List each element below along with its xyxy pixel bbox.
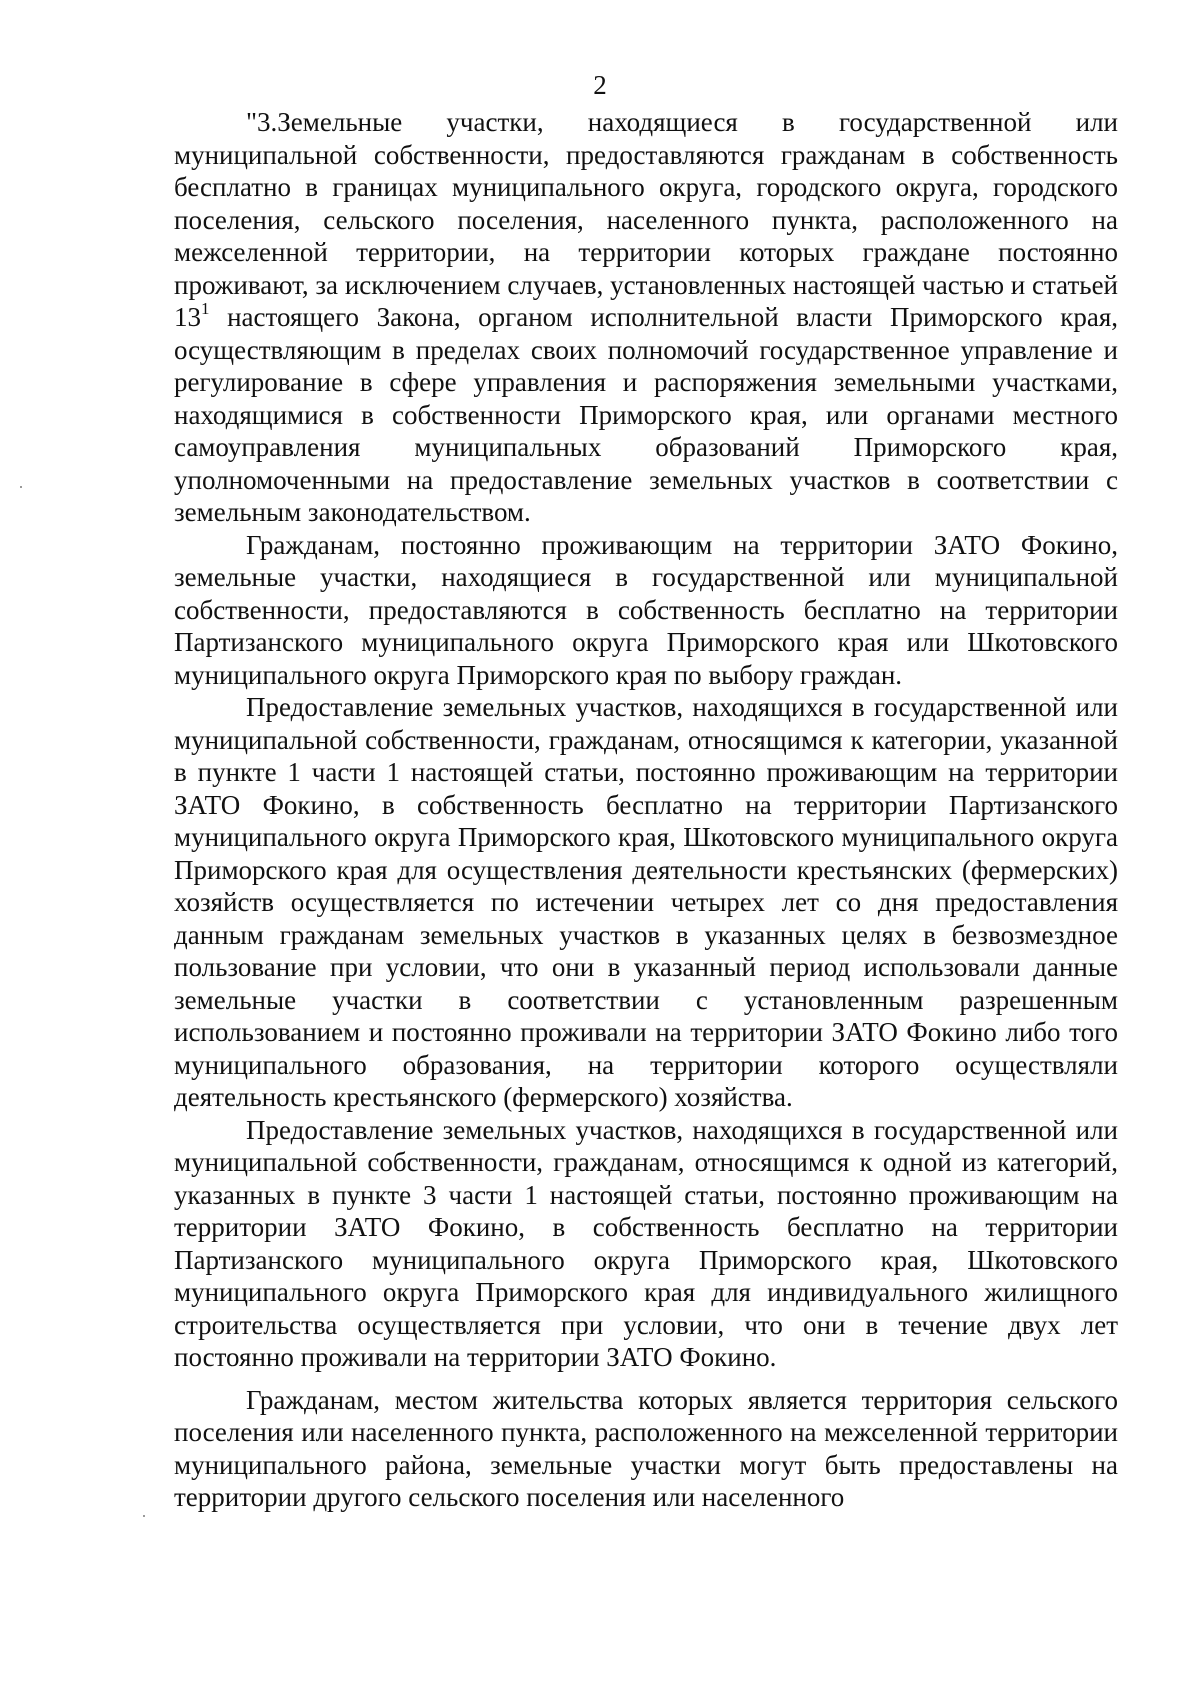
scan-speck [20,486,22,488]
paragraph-5: Гражданам, местом жительства которых является территория сельского поселения или населенного пункта, расположенного на межселенной территории муниципального района, земельные участки могут быть предоставлены на территории другого сельского поселения или населенного [174,1384,1118,1512]
paragraph-4: Предоставление земельных участков, находящихся в государственной или муниципальной собственности, гражданам, относящимся к одной из категорий, указанных в пункте 3 части 1 настоящей статьи, постоянно проживающим на территории ЗАТО Фокино, в собственность бесплатно на территории Партизанского муниципального округа Приморского края, Шкотовского муниципального округа Приморского края для индивидуального жилищного строительства осуществляется при условии, что они в течение двух лет постоянно проживали на территории ЗАТО Фокино. [174,1114,1118,1372]
paragraph-2: Гражданам, постоянно проживающим на территории ЗАТО Фокино, земельные участки, находящиеся в государственной или муниципальной собственности, предоставляются в собственность бесплатно на территории Партизанского муниципального округа Приморского края или Шкотовского муниципального округа Приморского края по выбору граждан. [174,529,1118,690]
paragraph-1 [174,106,1118,529]
scan-speck [143,1515,145,1517]
document-body [174,106,1118,1514]
article-number-superscript: 1 [201,299,210,318]
paragraph-1-text-end: настоящего Закона, органом исполнительной власти Приморского края, осуществляющим в пределах своих полномочий государственное управление и регулирование в сфере управления и распоряжения земельными участками, находящимися в собственности Приморского края, или органами местного самоуправления муниципальных образований Приморского края, уполномоченными на предоставление земельных участков в соответствии с земельным законодательством. [174,302,1118,527]
paragraph-1-text-start: "3.Земельные участки, находящиеся в государственной или муниципальной собственности, предоставляются гражданам в собственность бесплатно в границах муниципального округа, городского округа, городского поселения, сельского поселения, населенного пункта, расположенного на межселенной территории, на территории которых граждане постоянно проживают, за исключением случаев, установленных настоящей частью и статьей 13 [174,107,1118,332]
paragraph-3: Предоставление земельных участков, находящихся в государственной или муниципальной собственности, гражданам, относящимся к категории, указанной в пункте 1 части 1 настоящей статьи, постоянно проживающим на территории ЗАТО Фокино, в собственность бесплатно на территории Партизанского муниципального округа Приморского края, Шкотовского муниципального округа Приморского края для осуществления деятельности крестьянских (фермерских) хозяйств осуществляется по истечении четырех лет со дня предоставления данным гражданам земельных участков в указанных целях в безвозмездное пользование при условии, что они в указанный период использовали данные земельные участки в соответствии с установленным разрешенным использованием и постоянно проживали на территории ЗАТО Фокино либо того муниципального образования, на территории которого осуществляли деятельность крестьянского (фермерского) хозяйства. [174,692,1118,1112]
page-number: 2 [593,70,607,100]
